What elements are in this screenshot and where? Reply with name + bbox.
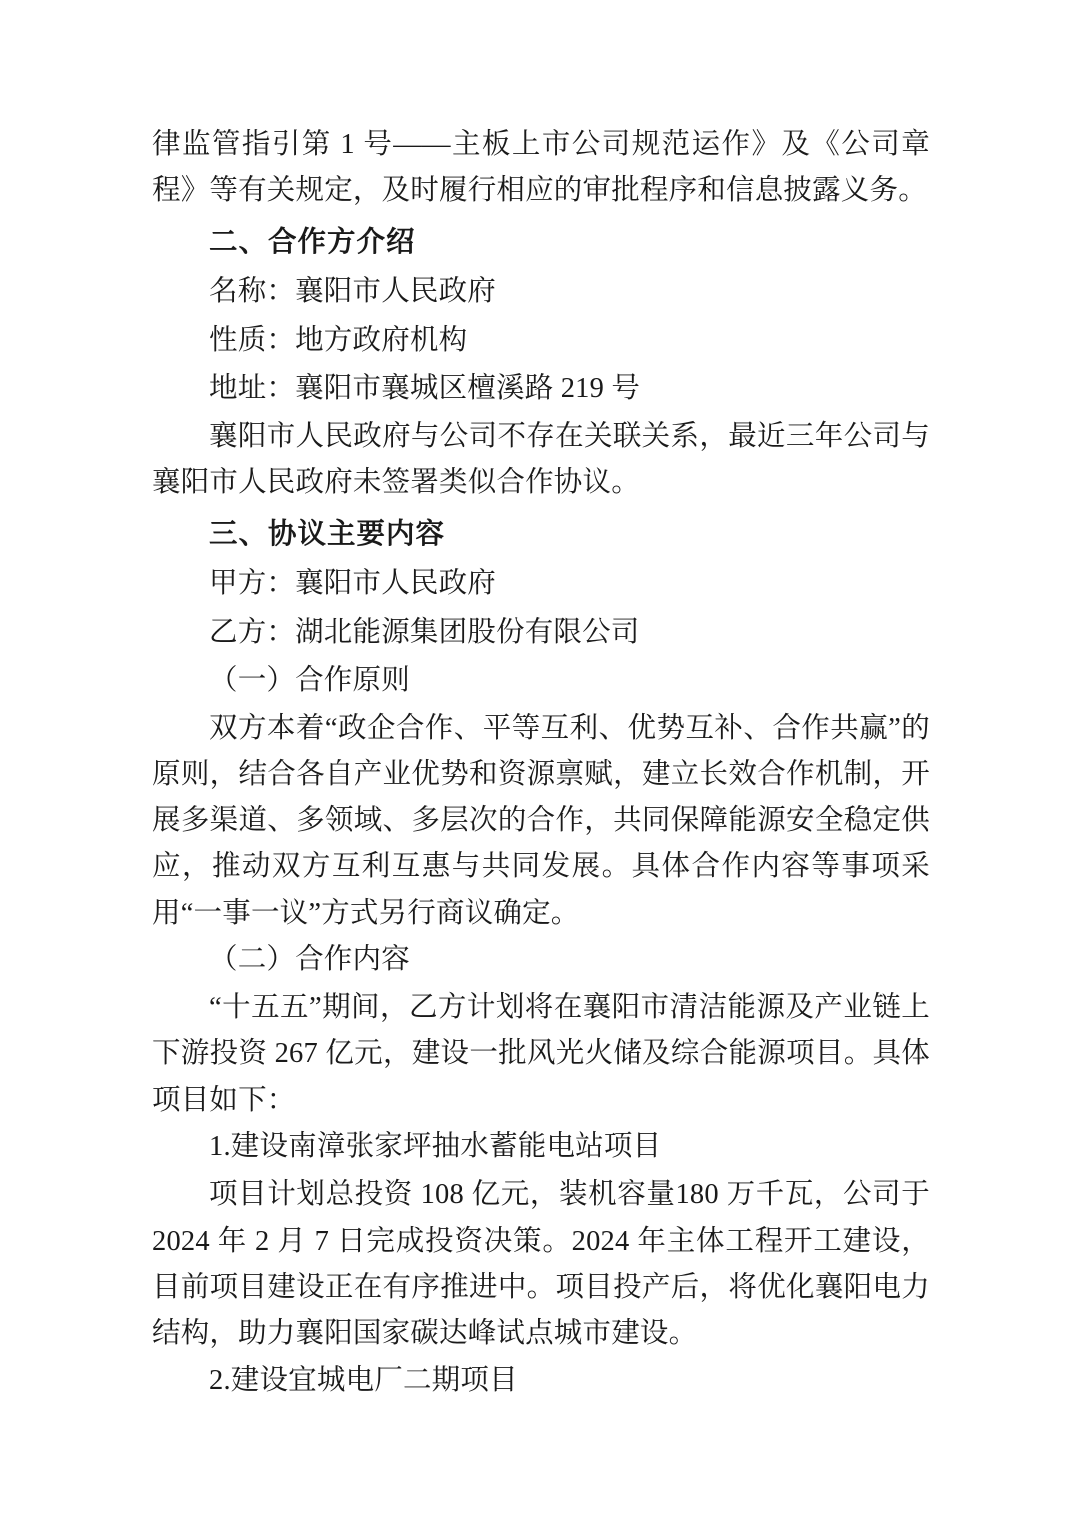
heading-agreement-content: 三、协议主要内容 bbox=[209, 519, 446, 551]
partner-relation: 襄阳市人民政府与公司不存在关联关系，最近三年公司与襄阳市人民政府未签署类似合作协议。 bbox=[152, 420, 930, 499]
paragraph-continuation: 律监管指引第 1 号——主板上市公司规范运作》及《公司章程》等有关规定，及时履行相应的审批程序和信息披露义务。 bbox=[152, 129, 930, 207]
section-cooperation-principles-body: 双方本着“政企合作、平等互利、优势互补、合作共赢”的原则，结合各自产业优势和资源禀赋，建立长效合作机制，开展多渠道、多领域、多层次的合作，共同保障能源安全稳定供应，推动双方互利互惠与共同发展。具体合作内容等事项采用“一事一议”方式另行商议确定。 bbox=[152, 712, 930, 929]
project-2-title: 2.建设宜城电厂二期项目 bbox=[209, 1364, 518, 1396]
project-1-body: 项目计划总投资 108 亿元，装机容量180 万千瓦，公司于 2024 年 2 月 7 日完成投资决策。2024 年主体工程开工建设，目前项目建设正在有序推进中。项目投产后，将优化襄阳电力结构，助力襄阳国家碳达峰试点城市建设。 bbox=[152, 1179, 930, 1349]
partner-name: 名称：襄阳市人民政府 bbox=[209, 276, 497, 308]
document-body bbox=[152, 122, 930, 1404]
section-cooperation-content-body: “十五五”期间，乙方计划将在襄阳市清洁能源及产业链上下游投资 267 亿元，建设一批风光火储及综合能源项目。具体项目如下： bbox=[152, 992, 930, 1116]
project-1-title: 1.建设南漳张家坪抽水蓄能电站项目 bbox=[209, 1131, 662, 1163]
party-b: 乙方：湖北能源集团股份有限公司 bbox=[209, 616, 640, 648]
section-cooperation-principles-title: （一）合作原则 bbox=[209, 664, 410, 696]
heading-partner-intro: 二、合作方介绍 bbox=[209, 227, 416, 259]
partner-address: 地址：襄阳市襄城区檀溪路 219 号 bbox=[209, 372, 641, 404]
section-cooperation-content-title: （二）合作内容 bbox=[209, 944, 410, 976]
partner-nature: 性质：地方政府机构 bbox=[209, 324, 468, 356]
party-a: 甲方：襄阳市人民政府 bbox=[209, 568, 497, 600]
